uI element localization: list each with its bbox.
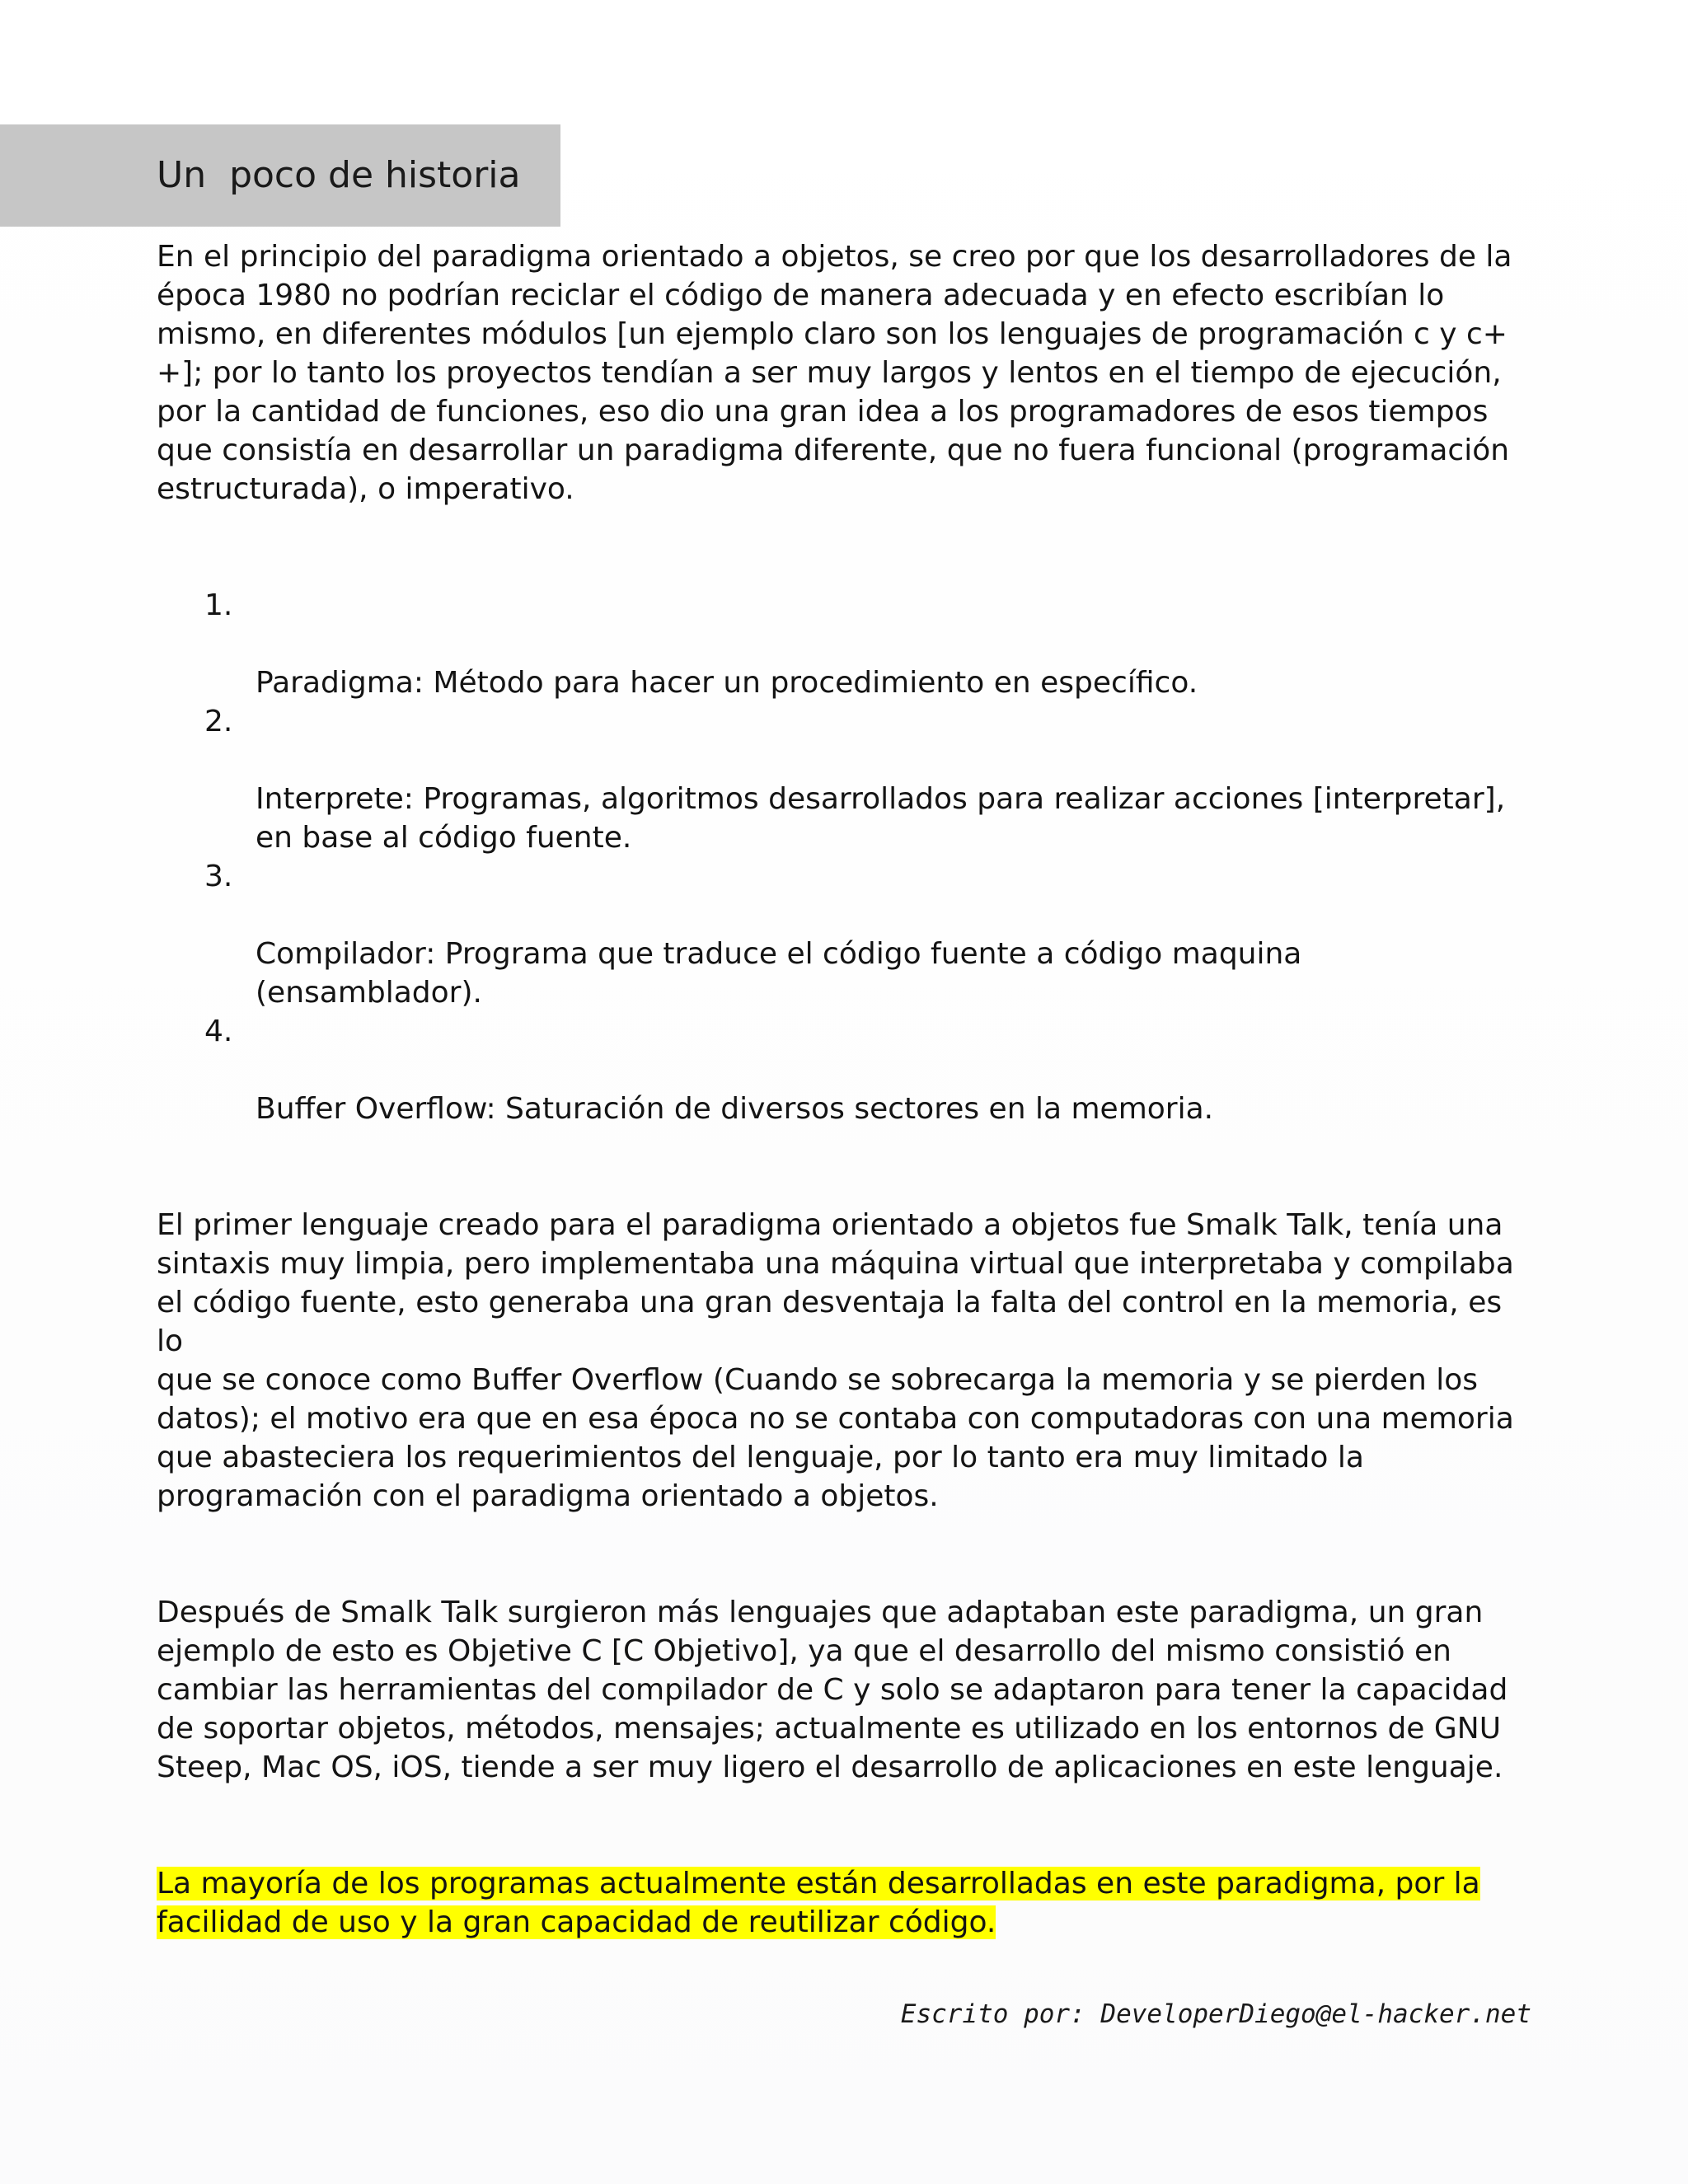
list-item-text: Buffer Overflow: Saturación de diversos sectores en la memoria.: [256, 1092, 1214, 1126]
highlighted-conclusion: La mayoría de los programas actualmente están desarrolladas en este paradigma, por la facilidad de uso y la gran capacidad de reutilizar código.: [157, 1867, 1480, 1939]
paragraph-highlight-wrapper: [157, 1864, 1525, 1942]
list-item: [157, 586, 1525, 702]
list-item-number: 4.: [204, 1015, 233, 1048]
document-body: [157, 237, 1525, 1942]
list-item-number: 2.: [204, 705, 233, 738]
paragraph-intro: En el principio del paradigma orientado a objetos, se creo por que los desarrolladores de la época 1980 no podrían reciclar el código de manera adecuada y en efecto escribían lo mismo, en diferentes módulos [un ejemplo claro son los lenguajes de programación c y c+ +]; por lo tanto los proyectos tendían a ser muy largos y lentos en el tiempo de ejecución, por la cantidad de funciones, eso dio una gran idea a los programadores de esos tiempos que consistía en desarrollar un paradigma diferente, que no fuera funcional (programación estructurada), o imperativo.: [157, 240, 1512, 506]
list-item-text: Paradigma: Método para hacer un procedimiento en específico.: [256, 666, 1198, 700]
glossary-list: [157, 586, 1525, 1128]
list-item: [157, 702, 1525, 857]
paragraph-smalltalk: El primer lenguaje creado para el paradigma orientado a objetos fue Smalk Talk, tenía una sintaxis muy limpia, pero implementaba una máquina virtual que interpretaba y compilaba el código fuente, esto generaba una gran desventaja la falta del control en la memoria, es lo que se conoce como Buffer Overflow (Cuando se sobrecarga la memoria y se pierden los datos); el motivo era que en esa época no se contaba con computadoras con una memoria que abasteciera los requerimientos del lenguaje, por lo tanto era muy limitado la programación con el paradigma orientado a objetos.: [157, 1208, 1514, 1513]
section-title: Un poco de historia: [157, 154, 521, 196]
list-item: [157, 857, 1525, 1012]
author-signature: Escrito por: DeveloperDiego@el-hacker.net: [900, 1999, 1531, 2029]
list-item-number: 3.: [204, 860, 233, 893]
list-item-number: 1.: [204, 588, 233, 622]
list-item: [157, 1012, 1525, 1128]
list-item-text: Interprete: Programas, algoritmos desarrollados para realizar acciones [interpretar], en base al código fuente.: [256, 782, 1506, 855]
list-item-text: Compilador: Programa que traduce el código fuente a código maquina (ensamblador).: [256, 937, 1302, 1010]
paragraph-objective-c: Después de Smalk Talk surgieron más lenguajes que adaptaban este paradigma, un gran ejemplo de esto es Objetive C [C Objetivo], ya que el desarrollo del mismo consistió en cambiar las herramientas del compilador de C y solo se adaptaron para tener la capacidad de soportar objetos, métodos, mensajes; actualmente es utilizado en los entornos de GNU Steep, Mac OS, iOS, tiende a ser muy ligero el desarrollo de aplicaciones en este lenguaje.: [157, 1596, 1508, 1784]
